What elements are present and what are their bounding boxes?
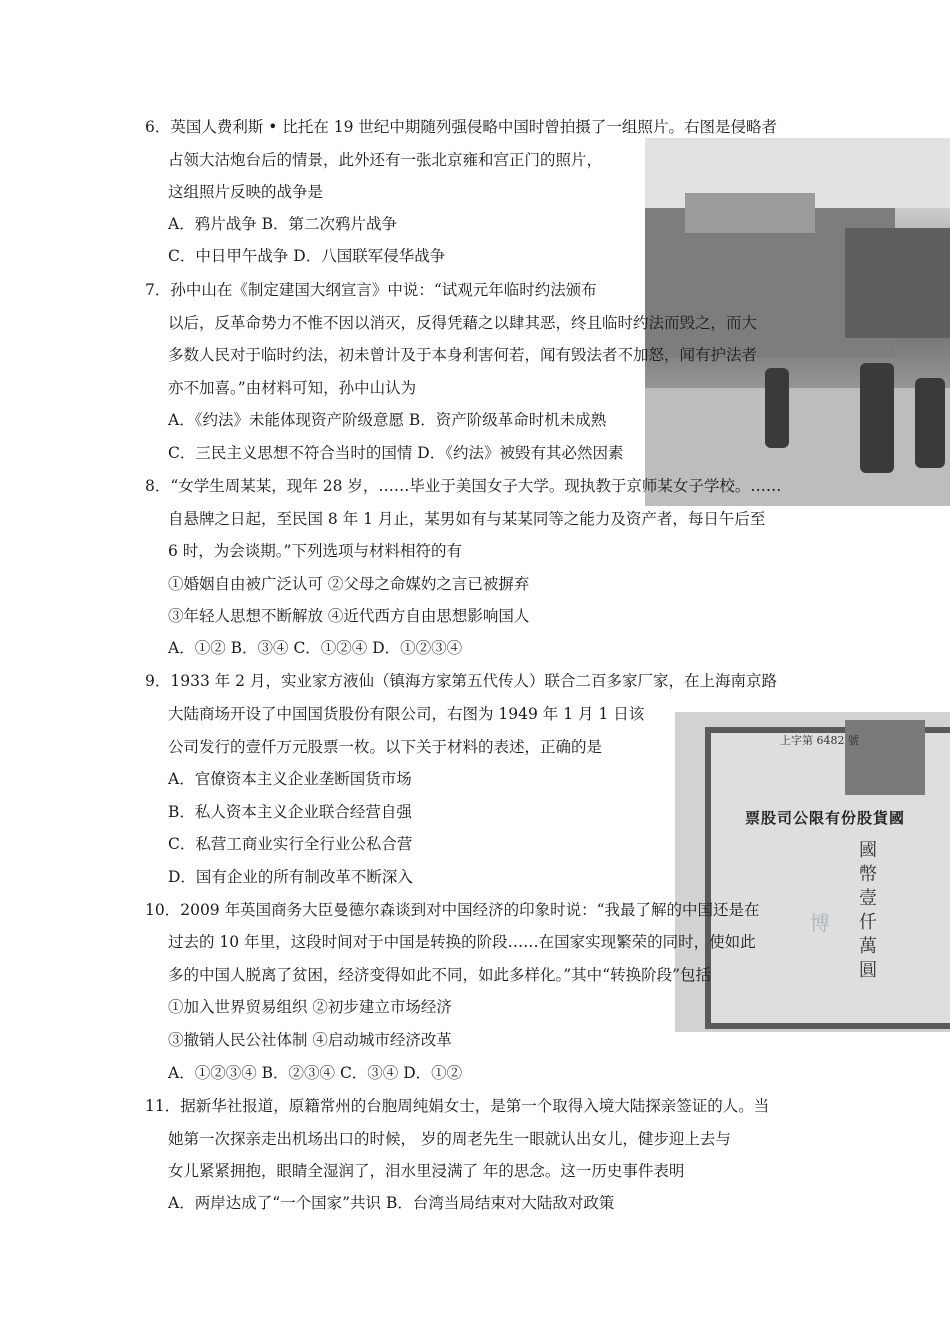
text-line: C．三民主义思想不符合当时的国情 D．《约法》被毁有其必然因素 [168,444,624,462]
text-line: ③撤销人民公社体制 ④启动城市经济改革 [168,1031,452,1049]
figure [915,378,945,468]
text-line: C．私营工商业实行全行业公私合营 [168,835,413,853]
fort-top [685,193,815,233]
text-line: 10．2009 年英国商务大臣曼德尔森谈到对中国经济的印象时说：“我最了解的中国还是在 [145,901,760,919]
text-line: C．中日甲午战争 D．八国联军侵华战争 [168,247,446,265]
text-line: 这组照片反映的战争是 [168,183,324,201]
text-line: 8．“女学生周某某，现年 28 岁，……毕业于美国女子大学。现执教于京师某女子学校。…… [145,477,782,495]
text-line: 6 时，为会谈期。”下列选项与材料相符的有 [168,542,462,560]
text-line: 占领大沽炮台后的情景，此外还有一张北京雍和宫正门的照片， [168,151,603,169]
text-line: A．①②③④ B．②③④ C．③④ D．①② [168,1064,463,1082]
text-line: ③年轻人思想不断解放 ④近代西方自由思想影响国人 [168,607,530,625]
text-line: 大陆商场开设了中国国货股份有限公司，右图为 1949 年 1 月 1 日该 [168,705,645,723]
certificate-amount: 國幣壹仟萬圓 [856,840,877,984]
text-line: A．两岸达成了“一个国家”共识 B．台湾当局结束对大陆敌对政策 [168,1194,615,1212]
figure [860,363,894,473]
certificate-title: 票股司公限有份股貨國 [745,809,906,827]
text-line: 7．孙中山在《制定建国大纲宣言》中说：“试观元年临时约法颁布 [145,281,597,299]
text-line: B．私人资本主义企业联合经营自强 [168,803,412,821]
text-line: 11．据新华社报道，原籍常州的台胞周纯娟女士，是第一个取得入境大陆探亲签证的人。当 [145,1097,770,1115]
text-line: A．鸦片战争 B．第二次鸦片战争 [168,215,398,233]
stock-certificate-photo [675,712,950,1032]
text-line: 女儿紧紧拥抱，眼睛全湿润了，泪水里浸满了 年的思念。这一历史事件表明 [168,1162,685,1180]
tent [845,228,950,338]
certificate-number: 上字第 6482 號 [780,734,859,747]
figure [765,368,789,448]
text-line: D．国有企业的所有制改革不断深入 [168,868,413,886]
text-line: 亦不加喜。”由材料可知，孙中山认为 [168,379,417,397]
text-line: ①加入世界贸易组织 ②初步建立市场经济 [168,998,452,1016]
text-line: 自悬牌之日起，至民国 8 年 1 月止，某男如有与某某同等之能力及资产者，每日午后至 [168,510,766,528]
text-line: 多的中国人脱离了贫困，经济变得如此不同，如此多样化。”其中“转换阶段”包括 [168,966,712,984]
text-line: A．官僚资本主义企业垄断国货市场 [168,770,412,788]
text-line: 以后，反革命势力不惟不因以消灭，反得凭藉之以肆其恶，终且临时约法而毁之，而大 [168,314,758,332]
text-line: 6．英国人费利斯 • 比托在 19 世纪中期随列强侵略中国时曾拍摄了一组照片。右图是侵略者 [145,118,777,136]
text-line: 公司发行的壹仟万元股票一枚。以下关于材料的表述，正确的是 [168,738,603,756]
text-line: 过去的 10 年里，这段时间对于中国是转换的阶段……在国家实现繁荣的同时，使如此 [168,933,756,951]
text-line: 她第一次探亲走出机场出口的时候， 岁的周老先生一眼就认出女儿，健步迎上去与 [168,1130,731,1148]
text-line: A．《约法》未能体现资产阶级意愿 B．资产阶级革命时机未成熟 [168,411,607,429]
text-line: A．①② B．③④ C．①②④ D．①②③④ [168,639,463,657]
text-line: ①婚姻自由被广泛认可 ②父母之命媒妁之言已被摒弃 [168,575,530,593]
text-line: 多数人民对于临时约法，初未曾计及于本身利害何若，闻有毁法者不加怒，闻有护法者 [168,346,758,364]
text-line: 9．1933 年 2 月，实业家方液仙（镇海方家第五代传人）联合二百多家厂家，在上海南京路 [145,672,777,690]
watermark: 博 [810,911,830,935]
